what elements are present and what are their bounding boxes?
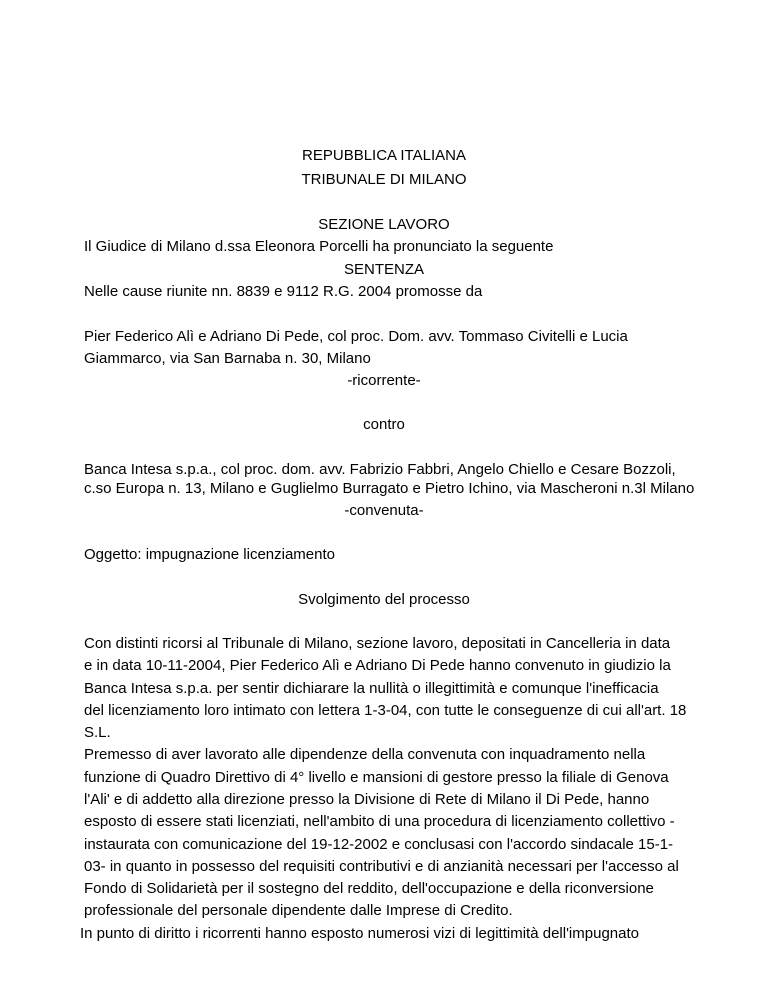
body-line: Fondo di Solidarietà per il sostegno del reddito, dell'occupazione e della riconversione	[84, 880, 654, 897]
body-line: funzione di Quadro Direttivo di 4° livello e mansioni di gestore presso la filiale di Genova	[84, 769, 669, 786]
body-line: In punto di diritto i ricorrenti hanno esposto numerosi vizi di legittimità dell'impugnato	[80, 925, 639, 942]
causes-line: Nelle cause riunite nn. 8839 e 9112 R.G. 2004 promosse da	[84, 283, 483, 300]
judge-line: Il Giudice di Milano d.ssa Eleonora Porcelli ha pronunciato la seguente	[84, 238, 554, 255]
section-title: Svolgimento del processo	[298, 591, 470, 608]
body-line: e in data 10-11-2004, Pier Federico Alì e Adriano Di Pede hanno convenuto in giudizio la	[84, 657, 671, 674]
sentenza-title: SENTENZA	[343, 261, 424, 278]
body-line: Con distinti ricorsi al Tribunale di Milano, sezione lavoro, depositati in Cancelleria in data	[84, 635, 671, 652]
body-line: esposto di essere stati licenziati, nell'ambito di una procedura di licenziamento collettivo -	[84, 813, 675, 830]
body-line: del licenziamento loro intimato con lettera 1-3-04, con tutte le conseguenze di cui all'art. 18	[84, 702, 687, 719]
convenuta-label: -convenuta-	[344, 502, 424, 519]
body-line: instaurata con comunicazione del 19-12-2002 e conclusasi con l'accordo sindacale 15-1-	[84, 836, 674, 853]
ricorrente-label: -ricorrente-	[347, 372, 421, 389]
contro-label: contro	[363, 416, 405, 433]
convenuta-line-1: Banca Intesa s.p.a., col proc. dom. avv. Fabrizio Fabbri, Angelo Chiello e Cesare Bozzoli,	[84, 461, 676, 478]
body-line: l'Ali' e di addetto alla direzione presso la Divisione di Rete di Milano il Di Pede, hanno	[84, 791, 650, 808]
ricorrente-line-2: Giammarco, via San Barnaba n. 30, Milano	[84, 350, 371, 367]
header-republic: REPUBBLICA ITALIANA	[302, 147, 466, 164]
header-tribunal: TRIBUNALE DI MILANO	[301, 171, 467, 188]
header-section: SEZIONE LAVORO	[318, 216, 450, 233]
oggetto-line: Oggetto: impugnazione licenziamento	[84, 546, 335, 563]
body-line: S.L.	[84, 724, 111, 741]
convenuta-line-2: c.so Europa n. 13, Milano e Guglielmo Burragato e Pietro Ichino, via Mascheroni n.3l Milano	[84, 480, 695, 497]
ricorrente-line-1: Pier Federico Alì e Adriano Di Pede, col proc. Dom. avv. Tommaso Civitelli e Lucia	[84, 328, 628, 345]
body-line: 03- in quanto in possesso del requisiti contributivi e di anzianità necessari per l'accesso al	[84, 858, 679, 875]
body-line: professionale del personale dipendente dalle Imprese di Credito.	[84, 902, 513, 919]
body-line: Banca Intesa s.p.a. per sentir dichiarare la nullità o illegittimità e comunque l'inefficacia	[84, 680, 659, 697]
body-line: Premesso di aver lavorato alle dipendenze della convenuta con inquadramento nella	[84, 746, 646, 763]
